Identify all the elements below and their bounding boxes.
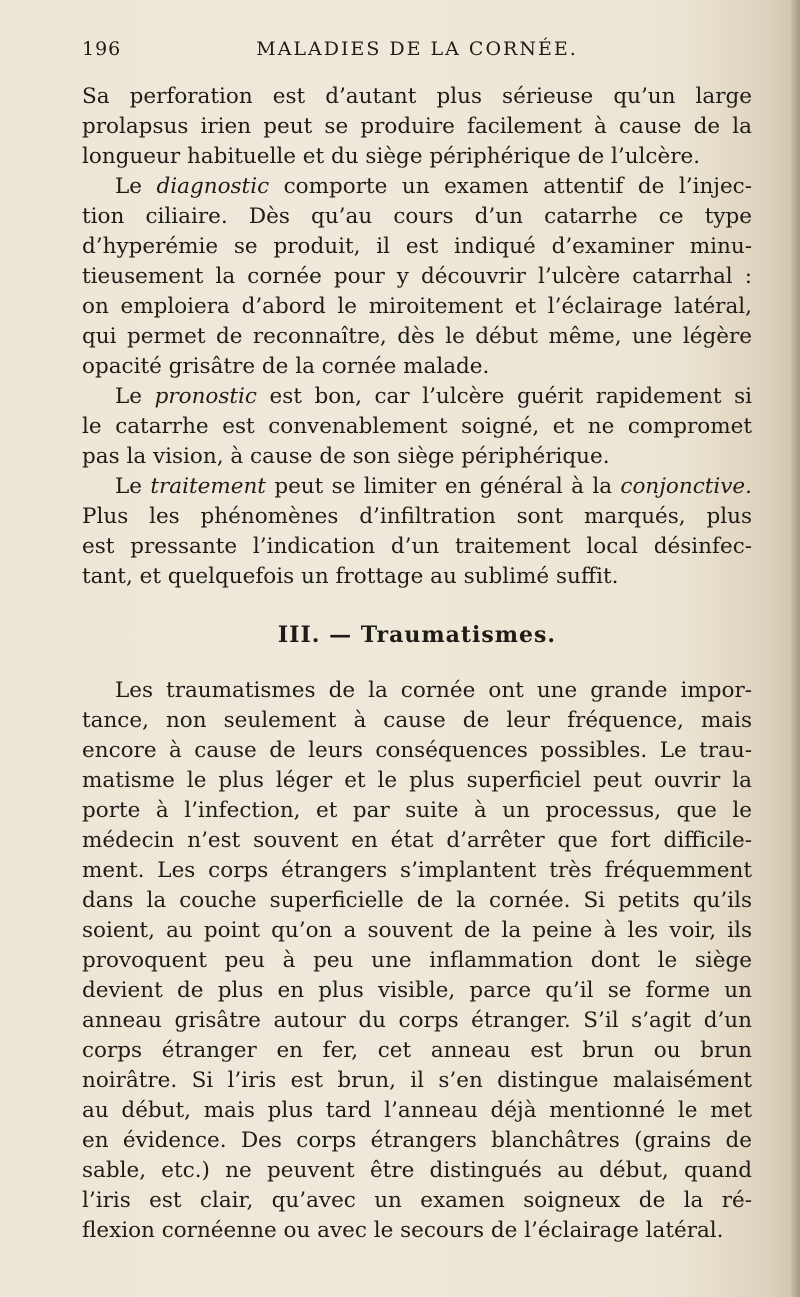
body-text — [82, 82, 752, 1246]
text-line: est pressante l’indication d’un traitement local désinfec- — [82, 534, 752, 559]
text-line: opacité grisâtre de la cornée malade. — [82, 354, 490, 379]
running-title: MALADIES DE LA CORNÉE. — [256, 38, 578, 60]
text-line: dans la couche superficielle de la cornée. Si petits qu’ils — [82, 888, 752, 913]
page-number: 196 — [82, 38, 122, 60]
text-line: porte à l’infection, et par suite à un processus, que le — [82, 798, 752, 823]
page-header — [82, 38, 752, 68]
text-line: Les traumatismes de la cornée ont une grande impor- — [115, 678, 752, 703]
text-line: anneau grisâtre autour du corps étranger. S’il s’agit d’un — [82, 1008, 752, 1033]
text-run: est bon, car l’ulcère guérit rapidement si — [256, 384, 752, 409]
text-line: médecin n’est souvent en état d’arrêter que fort difficile- — [82, 828, 752, 853]
text-line: longueur habituelle et du siège périphérique de l’ulcère. — [82, 144, 701, 169]
text-run: comporte un examen attentif de l’injec- — [269, 174, 752, 199]
page-edge — [790, 0, 800, 1297]
text-line: Sa perforation est d’autant plus sérieuse qu’un large — [82, 84, 752, 109]
text-line — [82, 382, 752, 412]
section-heading: III. — Traumatismes. — [277, 622, 557, 648]
text-line: sable, etc.) ne peuvent être distingués au début, quand — [82, 1158, 752, 1183]
text-line: d’hyperémie se produit, il est indiqué d’examiner minu- — [82, 234, 752, 259]
text-line: en évidence. Des corps étrangers blanchâtres (grains de — [82, 1128, 752, 1153]
text-run: Le — [115, 384, 155, 409]
text-line: corps étranger en fer, cet anneau est brun ou brun — [82, 1038, 752, 1063]
text-line: provoquent peu à peu une inflammation dont le siège — [82, 948, 752, 973]
text-run: Le — [115, 474, 151, 499]
text-line: ment. Les corps étrangers s’implantent très fréquemment — [82, 858, 752, 883]
text-line: prolapsus irien peut se produire facilement à cause de la — [82, 114, 752, 139]
text-line: on emploiera d’abord le miroitement et l’éclairage latéral, — [82, 294, 752, 319]
text-line — [82, 472, 752, 502]
text-line: tion ciliaire. Dès qu’au cours d’un catarrhe ce type — [82, 204, 752, 229]
text-run: peut se limiter en général à la — [265, 474, 621, 499]
italic-term-pronostic: pronostic — [154, 384, 257, 409]
text-line: tance, non seulement à cause de leur fréquence, mais — [82, 708, 752, 733]
text-line: flexion cornéenne ou avec le secours de l’éclairage latéral. — [82, 1218, 724, 1243]
text-run: Le — [115, 174, 157, 199]
text-line: tieusement la cornée pour y découvrir l’ulcère catarrhal : — [82, 264, 752, 289]
text-line: au début, mais plus tard l’anneau déjà mentionné le met — [82, 1098, 752, 1123]
italic-term-traitement: traitement — [150, 474, 266, 499]
text-line: matisme le plus léger et le plus superficiel peut ouvrir la — [82, 768, 752, 793]
text-line: qui permet de reconnaître, dès le début même, une légère — [82, 324, 752, 349]
text-line: encore à cause de leurs conséquences possibles. Le trau- — [82, 738, 752, 763]
text-line: tant, et quelquefois un frottage au sublimé suffit. — [82, 564, 619, 589]
text-line: noirâtre. Si l’iris est brun, il s’en distingue malaisément — [82, 1068, 752, 1093]
italic-term-conjonctive: conjonctive. — [620, 474, 752, 499]
text-line — [82, 172, 752, 202]
italic-term-diagnostic: diagnostic — [156, 174, 270, 199]
text-line: le catarrhe est convenablement soigné, et ne compromet — [82, 414, 752, 439]
text-line: devient de plus en plus visible, parce qu’il se forme un — [82, 978, 752, 1003]
text-line: pas la vision, à cause de son siège périphérique. — [82, 444, 610, 469]
text-line: Plus les phénomènes d’infiltration sont marqués, plus — [82, 504, 752, 529]
text-line: l’iris est clair, qu’avec un examen soigneux de la ré- — [82, 1188, 752, 1213]
text-line: soient, au point qu’on a souvent de la peine à les voir, ils — [82, 918, 752, 943]
